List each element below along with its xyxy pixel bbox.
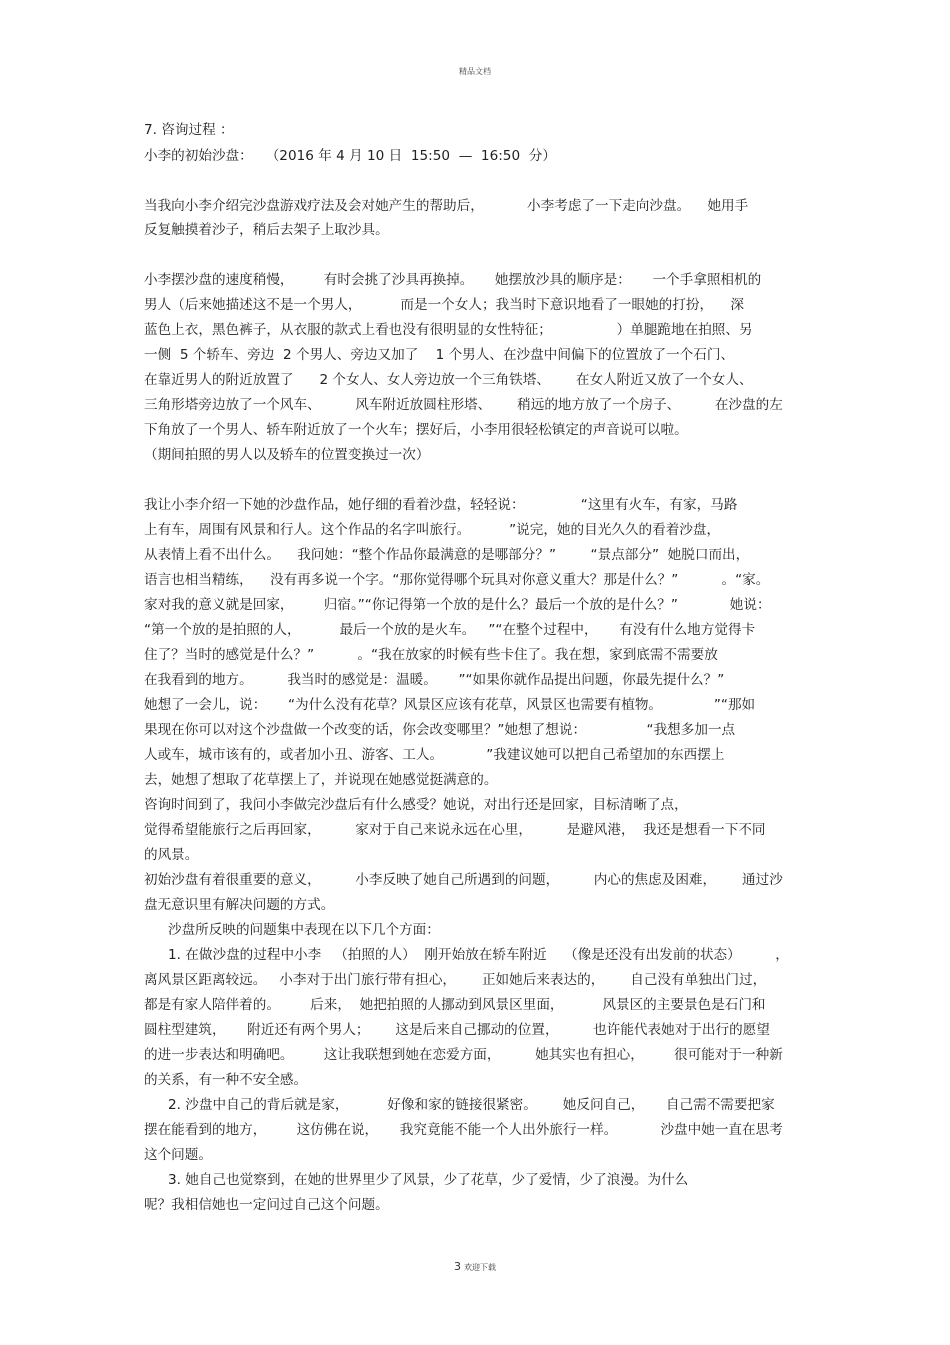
page-number: 3 <box>454 1260 461 1273</box>
text-line: 人或车，城市该有的，或者加小丑、游客、工人。 ”我建议她可以把自己希望加的东西摆上 <box>144 747 725 763</box>
text-line: 这个问题。 <box>144 1147 212 1163</box>
text-line: 1. 在做沙盘的过程中小李 （拍照的人） 刚开始放在轿车附近 （像是还没有出发前的状态） ， <box>168 947 789 963</box>
text-line: 我让小李介绍一下她的沙盘作品，她仔细的看着沙盘，轻轻说： “这里有火车，有家，马路 <box>144 497 738 513</box>
text-line: 当我向小李介绍完沙盘游戏疗法及会对她产生的帮助后， 小李考虑了一下走向沙盘。 她用手 <box>144 198 749 214</box>
footer-text: 欢迎下载 <box>464 1263 496 1272</box>
text-line: 小李摆沙盘的速度稍慢， 有时会挑了沙具再换掉。 她摆放沙具的顺序是： 一个手拿照相机的 <box>144 272 762 288</box>
session-date-line: 小李的初始沙盘： （2016 年 4 月 10 日 15:50 — 16:50 分） <box>144 148 556 164</box>
text-line: 在靠近男人的附近放置了 2 个女人、女人旁边放一个三角铁塔、 在女人附近又放了一个女人、 <box>144 372 753 388</box>
text-line: 觉得希望能旅行之后再回家， 家对于自己来说永远在心里， 是避风港， 我还是想看一下不同 <box>144 822 766 838</box>
text-line: 蓝色上衣，黑色裤子，从衣服的款式上看也没有很明显的女性特征； ）单腿跪地在拍照、另 <box>144 322 753 338</box>
text-line: 摆在能看到的地方， 这仿佛在说， 我究竟能不能一个人出外旅行一样。 沙盘中她一直在思考 <box>144 1122 783 1138</box>
text-line: 果现在你可以对这个沙盘做一个改变的话，你会改变哪里？”她想了想说： “我想多加一点 <box>144 722 736 738</box>
page-header: 精品文档 <box>459 67 491 76</box>
text-line: 一侧 5 个轿车、旁边 2 个男人、旁边又加了 1 个男人、在沙盘中间偏下的位置放了一个石门、 <box>144 347 735 363</box>
text-line: 初始沙盘有着很重要的意义， 小李反映了她自己所遇到的问题， 内心的焦虑及困难， 通过沙 <box>144 872 783 888</box>
text-line: 的进一步表达和明确吧。 这让我联想到她在恋爱方面， 她其实也有担心， 很可能对于一种新 <box>144 1047 783 1063</box>
subsection-heading: 沙盘所反映的问题集中表现在以下几个方面： <box>168 922 440 938</box>
text-line: 去，她想了想取了花草摆上了，并说现在她感觉挺满意的。 <box>144 772 498 788</box>
text-line: 语言也相当精练， 没有再多说一个字。“那你觉得哪个玩具对你意义重大？那是什么？” 。“家。 <box>144 572 770 588</box>
text-line: 在我看到的地方。 我当时的感觉是：温暖。 ”“如果你就作品提出问题，你最先提什么？” <box>144 672 725 688</box>
text-line: 呢？我相信她也一定问过自己这个问题。 <box>144 1197 389 1213</box>
text-line: 她想了一会儿，说： “为什么没有花草？风景区应该有花草，风景区也需要有植物。 ”“那如 <box>144 697 756 713</box>
text-line: 离风景区距离较远。 小李对于出门旅行带有担心， 正如她后来表达的， 自己没有单独出门过， <box>144 972 767 988</box>
text-line: 圆柱型建筑， 附近还有两个男人； 这是后来自己挪动的位置， 也许能代表她对于出行的愿望 <box>144 1022 770 1038</box>
text-line: 反复触摸着沙子，稍后去架子上取沙具。 <box>144 222 389 238</box>
text-line: 都是有家人陪伴着的。 后来， 她把拍照的人挪动到风景区里面， 风景区的主要景色是石门和 <box>144 997 766 1013</box>
text-line: 的关系，有一种不安全感。 <box>144 1072 308 1088</box>
text-line: 住了？当时的感觉是什么？” 。“我在放家的时候有些卡住了。我在想，家到底需不需要放 <box>144 647 718 663</box>
text-line: 家对我的意义就是回家， 归宿。”“你记得第一个放的是什么？最后一个放的是什么？” 她说： <box>144 597 771 613</box>
text-line: “第一个放的是拍照的人， 最后一个放的是火车。 ”“在整个过程中， 有没有什么地方觉得卡 <box>144 622 756 638</box>
text-line: 的风景。 <box>144 847 199 863</box>
text-line: 上有车，周围有风景和行人。这个作品的名字叫旅行。 ”说完，她的目光久久的看着沙盘， <box>144 522 721 538</box>
section-heading: 7. 咨询过程 ： <box>144 122 234 138</box>
text-line: 从表情上看不出什么。 我问她：“整个作品你最满意的是哪部分？” “景点部分” 她脱口而出， <box>144 547 750 563</box>
text-line: 盘无意识里有解决问题的方式。 <box>144 897 335 913</box>
text-line: 男人（后来她描述这不是一个男人， 而是一个女人；我当时下意识地看了一眼她的打扮， 深 <box>144 297 744 313</box>
text-line: 下角放了一个男人、轿车附近放了一个火车；摆好后，小李用很轻松镇定的声音说可以啦。 <box>144 422 688 438</box>
text-line: 3. 她自己也觉察到，在她的世界里少了风景，少了花草，少了爱情，少了浪漫。为什么 <box>168 1172 689 1188</box>
text-line: 2. 沙盘中自己的背后就是家， 好像和家的链接很紧密。 她反问自己， 自己需不需要把家 <box>168 1097 775 1113</box>
text-line: 三角形塔旁边放了一个风车、 风车附近放圆柱形塔、 稍远的地方放了一个房子、 在沙盘的左 <box>144 397 783 413</box>
page-footer <box>0 1260 950 1273</box>
text-line: （期间拍照的男人以及轿车的位置变换过一次） <box>144 447 430 463</box>
text-line: 咨询时间到了，我问小李做完沙盘后有什么感受？她说，对出行还是回家，目标清晰了点， <box>144 797 688 813</box>
